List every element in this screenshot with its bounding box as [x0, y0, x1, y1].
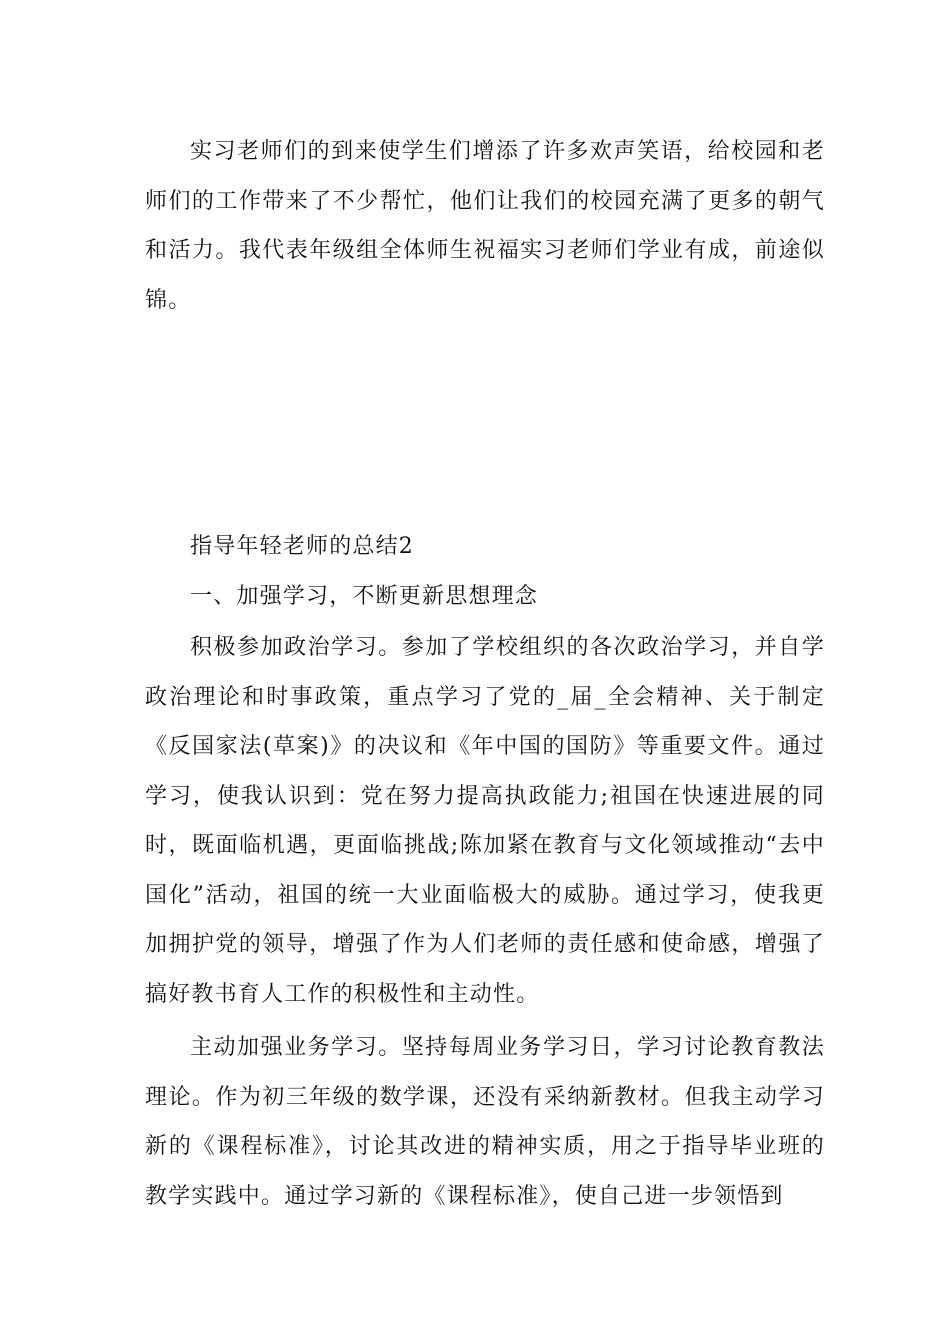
subsection-title: 一、加强学习，不断更新思想理念 [190, 584, 539, 609]
paragraph-political-study: 积极参加政治学习。参加了学校组织的各次政治学习，并自学政治理论和时事政策，重点学习了党的_届_全会精神、关于制定《反国家法(草案)》的决议和《年中国的国防》等重要文件。通过学习，使我认识到：党在努力提高执政能力;祖国在快速进展的同时，既面临机遇，更面临挑战;陈加紧在教育与文化领域推动“去中国化”活动，祖国的统一大业面临极大的威胁。通过学习，使我更加拥护党的领导，增强了作为人们老师的责任感和使命感，增强了搞好教书育人工作的积极性和主动性。 [145, 635, 825, 1007]
section-title: 指导年轻老师的总结2 [190, 534, 414, 559]
paragraph-professional-study: 主动加强业务学习。坚持每周业务学习日，学习讨论教育教法理论。作为初三年级的数学课，还没有采纳新教材。但我主动学习新的《课程标准》，讨论其改进的精神实质，用之于指导毕业班的教学实践中。通过学习新的《课程标准》，使自己进一步领悟到 [145, 1035, 825, 1209]
paragraph-intern-teachers: 实习老师们的到来使学生们增添了许多欢声笑语，给校园和老师们的工作带来了不少帮忙，他们让我们的校园充满了更多的朝气和活力。我代表年级组全体师生祝福实习老师们学业有成，前途似锦。 [145, 139, 825, 313]
